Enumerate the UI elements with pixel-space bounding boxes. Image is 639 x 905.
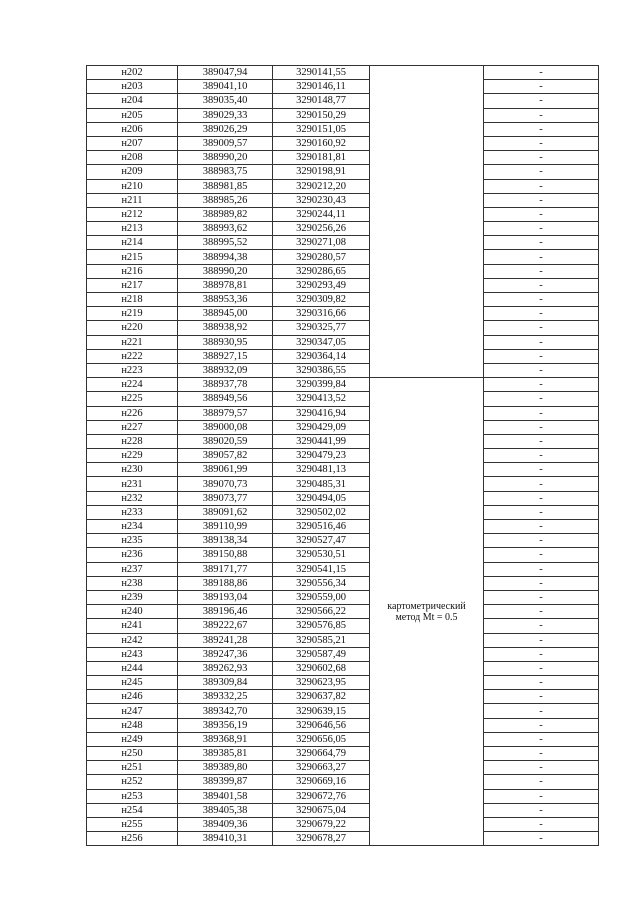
point-id-cell: н247 (87, 704, 178, 718)
y-coordinate-cell: 3290664,79 (273, 747, 370, 761)
y-coordinate-cell: 3290293,49 (273, 278, 370, 292)
table-row (87, 250, 599, 264)
error-cell: - (484, 491, 599, 505)
point-id-cell: н232 (87, 491, 178, 505)
error-cell: - (484, 236, 599, 250)
error-cell: - (484, 463, 599, 477)
y-coordinate-cell: 3290280,57 (273, 250, 370, 264)
point-id-cell: н241 (87, 619, 178, 633)
point-id-cell: н250 (87, 747, 178, 761)
y-coordinate-cell: 3290656,05 (273, 732, 370, 746)
point-id-cell: н225 (87, 392, 178, 406)
point-id-cell: н246 (87, 690, 178, 704)
error-cell: - (484, 747, 599, 761)
y-coordinate-cell: 3290416,94 (273, 406, 370, 420)
y-coordinate-cell: 3290556,34 (273, 576, 370, 590)
point-id-cell: н237 (87, 562, 178, 576)
x-coordinate-cell: 389029,33 (178, 108, 273, 122)
point-id-cell: н207 (87, 136, 178, 150)
table-row (87, 66, 599, 80)
error-cell: - (484, 222, 599, 236)
x-coordinate-cell: 389356,19 (178, 718, 273, 732)
x-coordinate-cell: 389073,77 (178, 491, 273, 505)
y-coordinate-cell: 3290541,15 (273, 562, 370, 576)
table-row (87, 633, 599, 647)
table-row (87, 605, 599, 619)
x-coordinate-cell: 388978,81 (178, 278, 273, 292)
table-row (87, 151, 599, 165)
table-row (87, 647, 599, 661)
y-coordinate-cell: 3290150,29 (273, 108, 370, 122)
y-coordinate-cell: 3290271,08 (273, 236, 370, 250)
table-row (87, 491, 599, 505)
error-cell: - (484, 420, 599, 434)
x-coordinate-cell: 388981,85 (178, 179, 273, 193)
x-coordinate-cell: 389342,70 (178, 704, 273, 718)
table-row (87, 817, 599, 831)
table-row (87, 704, 599, 718)
point-id-cell: н217 (87, 278, 178, 292)
table-row (87, 278, 599, 292)
table-row (87, 761, 599, 775)
point-id-cell: н256 (87, 832, 178, 846)
error-cell: - (484, 690, 599, 704)
x-coordinate-cell: 388938,92 (178, 321, 273, 335)
table-row (87, 165, 599, 179)
table-row (87, 732, 599, 746)
x-coordinate-cell: 389138,34 (178, 534, 273, 548)
point-id-cell: н214 (87, 236, 178, 250)
x-coordinate-cell: 389150,88 (178, 548, 273, 562)
point-id-cell: н227 (87, 420, 178, 434)
error-cell: - (484, 775, 599, 789)
error-cell: - (484, 122, 599, 136)
x-coordinate-cell: 388932,09 (178, 363, 273, 377)
table-row (87, 434, 599, 448)
error-cell: - (484, 590, 599, 604)
x-coordinate-cell: 388949,56 (178, 392, 273, 406)
x-coordinate-cell: 389057,82 (178, 449, 273, 463)
x-coordinate-cell: 389026,29 (178, 122, 273, 136)
table-row (87, 179, 599, 193)
point-id-cell: н236 (87, 548, 178, 562)
point-id-cell: н253 (87, 789, 178, 803)
error-cell: - (484, 505, 599, 519)
y-coordinate-cell: 3290347,05 (273, 335, 370, 349)
table-row (87, 222, 599, 236)
y-coordinate-cell: 3290309,82 (273, 293, 370, 307)
point-id-cell: н224 (87, 378, 178, 392)
x-coordinate-cell: 389332,25 (178, 690, 273, 704)
table-row (87, 349, 599, 363)
y-coordinate-cell: 3290663,27 (273, 761, 370, 775)
x-coordinate-cell: 389401,58 (178, 789, 273, 803)
point-id-cell: н212 (87, 207, 178, 221)
error-cell: - (484, 605, 599, 619)
x-coordinate-cell: 389262,93 (178, 661, 273, 675)
point-id-cell: н229 (87, 449, 178, 463)
x-coordinate-cell: 388989,82 (178, 207, 273, 221)
table-row (87, 747, 599, 761)
table-row (87, 463, 599, 477)
error-cell: - (484, 321, 599, 335)
y-coordinate-cell: 3290639,15 (273, 704, 370, 718)
y-coordinate-cell: 3290479,23 (273, 449, 370, 463)
y-coordinate-cell: 3290566,22 (273, 605, 370, 619)
x-coordinate-cell: 389309,84 (178, 676, 273, 690)
error-cell: - (484, 562, 599, 576)
y-coordinate-cell: 3290181,81 (273, 151, 370, 165)
table-row (87, 661, 599, 675)
method-accuracy: метод Mt = 0.5 (395, 611, 458, 623)
x-coordinate-cell: 388990,20 (178, 151, 273, 165)
x-coordinate-cell: 389110,99 (178, 520, 273, 534)
point-id-cell: н234 (87, 520, 178, 534)
error-cell: - (484, 477, 599, 491)
x-coordinate-cell: 389385,81 (178, 747, 273, 761)
y-coordinate-cell: 3290527,47 (273, 534, 370, 548)
x-coordinate-cell: 389070,73 (178, 477, 273, 491)
table-row (87, 477, 599, 491)
point-id-cell: н226 (87, 406, 178, 420)
error-cell: - (484, 363, 599, 377)
point-id-cell: н248 (87, 718, 178, 732)
y-coordinate-cell: 3290325,77 (273, 321, 370, 335)
x-coordinate-cell: 389047,94 (178, 66, 273, 80)
y-coordinate-cell: 3290429,09 (273, 420, 370, 434)
table-row (87, 789, 599, 803)
point-id-cell: н219 (87, 307, 178, 321)
point-id-cell: н230 (87, 463, 178, 477)
y-coordinate-cell: 3290198,91 (273, 165, 370, 179)
error-cell: - (484, 278, 599, 292)
x-coordinate-cell: 389241,28 (178, 633, 273, 647)
point-id-cell: н216 (87, 264, 178, 278)
point-id-cell: н205 (87, 108, 178, 122)
table-row (87, 534, 599, 548)
y-coordinate-cell: 3290286,65 (273, 264, 370, 278)
x-coordinate-cell: 388979,57 (178, 406, 273, 420)
error-cell: - (484, 633, 599, 647)
x-coordinate-cell: 388927,15 (178, 349, 273, 363)
coordinates-table-body (87, 66, 599, 846)
point-id-cell: н203 (87, 80, 178, 94)
point-id-cell: н245 (87, 676, 178, 690)
x-coordinate-cell: 389389,80 (178, 761, 273, 775)
error-cell: - (484, 619, 599, 633)
y-coordinate-cell: 3290516,46 (273, 520, 370, 534)
table-row (87, 449, 599, 463)
table-row (87, 775, 599, 789)
error-cell: - (484, 434, 599, 448)
x-coordinate-cell: 389061,99 (178, 463, 273, 477)
y-coordinate-cell: 3290646,56 (273, 718, 370, 732)
y-coordinate-cell: 3290141,55 (273, 66, 370, 80)
point-id-cell: н239 (87, 590, 178, 604)
table-row (87, 803, 599, 817)
table-row (87, 363, 599, 377)
error-cell: - (484, 661, 599, 675)
y-coordinate-cell: 3290587,49 (273, 647, 370, 661)
table-row (87, 520, 599, 534)
error-cell: - (484, 718, 599, 732)
point-id-cell: н206 (87, 122, 178, 136)
y-coordinate-cell: 3290230,43 (273, 193, 370, 207)
x-coordinate-cell: 389196,46 (178, 605, 273, 619)
point-id-cell: н222 (87, 349, 178, 363)
error-cell: - (484, 378, 599, 392)
error-cell: - (484, 576, 599, 590)
y-coordinate-cell: 3290244,11 (273, 207, 370, 221)
x-coordinate-cell: 388995,52 (178, 236, 273, 250)
error-cell: - (484, 165, 599, 179)
table-row (87, 718, 599, 732)
x-coordinate-cell: 389188,86 (178, 576, 273, 590)
error-cell: - (484, 293, 599, 307)
point-id-cell: н209 (87, 165, 178, 179)
x-coordinate-cell: 389171,77 (178, 562, 273, 576)
error-cell: - (484, 548, 599, 562)
x-coordinate-cell: 389409,36 (178, 817, 273, 831)
error-cell: - (484, 832, 599, 846)
error-cell: - (484, 207, 599, 221)
x-coordinate-cell: 389368,91 (178, 732, 273, 746)
x-coordinate-cell: 388990,20 (178, 264, 273, 278)
y-coordinate-cell: 3290675,04 (273, 803, 370, 817)
y-coordinate-cell: 3290364,14 (273, 349, 370, 363)
method-cell-empty (370, 66, 484, 378)
table-row (87, 321, 599, 335)
point-id-cell: н211 (87, 193, 178, 207)
point-id-cell: н240 (87, 605, 178, 619)
point-id-cell: н233 (87, 505, 178, 519)
x-coordinate-cell: 389020,59 (178, 434, 273, 448)
y-coordinate-cell: 3290160,92 (273, 136, 370, 150)
x-coordinate-cell: 389041,10 (178, 80, 273, 94)
y-coordinate-cell: 3290316,66 (273, 307, 370, 321)
y-coordinate-cell: 3290441,99 (273, 434, 370, 448)
table-row (87, 236, 599, 250)
table-row (87, 576, 599, 590)
error-cell: - (484, 676, 599, 690)
point-id-cell: н221 (87, 335, 178, 349)
table-row (87, 505, 599, 519)
table-row (87, 548, 599, 562)
point-id-cell: н254 (87, 803, 178, 817)
y-coordinate-cell: 3290148,77 (273, 94, 370, 108)
table-row (87, 80, 599, 94)
y-coordinate-cell: 3290602,68 (273, 661, 370, 675)
table-row (87, 94, 599, 108)
table-row (87, 108, 599, 122)
x-coordinate-cell: 389035,40 (178, 94, 273, 108)
error-cell: - (484, 250, 599, 264)
point-id-cell: н235 (87, 534, 178, 548)
error-cell: - (484, 732, 599, 746)
error-cell: - (484, 803, 599, 817)
point-id-cell: н238 (87, 576, 178, 590)
y-coordinate-cell: 3290678,27 (273, 832, 370, 846)
error-cell: - (484, 789, 599, 803)
point-id-cell: н208 (87, 151, 178, 165)
table-row (87, 420, 599, 434)
point-id-cell: н242 (87, 633, 178, 647)
table-row (87, 392, 599, 406)
table-row (87, 335, 599, 349)
error-cell: - (484, 406, 599, 420)
x-coordinate-cell: 388983,75 (178, 165, 273, 179)
x-coordinate-cell: 389399,87 (178, 775, 273, 789)
point-id-cell: н244 (87, 661, 178, 675)
x-coordinate-cell: 389193,04 (178, 590, 273, 604)
table-row (87, 676, 599, 690)
x-coordinate-cell: 388994,38 (178, 250, 273, 264)
table-row (87, 590, 599, 604)
x-coordinate-cell: 388945,00 (178, 307, 273, 321)
x-coordinate-cell: 388937,78 (178, 378, 273, 392)
x-coordinate-cell: 389247,36 (178, 647, 273, 661)
point-id-cell: н218 (87, 293, 178, 307)
x-coordinate-cell: 389410,31 (178, 832, 273, 846)
table-row (87, 193, 599, 207)
table-row (87, 264, 599, 278)
point-id-cell: н215 (87, 250, 178, 264)
error-cell: - (484, 108, 599, 122)
point-id-cell: н223 (87, 363, 178, 377)
point-id-cell: н204 (87, 94, 178, 108)
y-coordinate-cell: 3290585,21 (273, 633, 370, 647)
error-cell: - (484, 94, 599, 108)
point-id-cell: н249 (87, 732, 178, 746)
point-id-cell: н213 (87, 222, 178, 236)
x-coordinate-cell: 389405,38 (178, 803, 273, 817)
error-cell: - (484, 151, 599, 165)
error-cell: - (484, 449, 599, 463)
table-row (87, 619, 599, 633)
y-coordinate-cell: 3290256,26 (273, 222, 370, 236)
point-id-cell: н243 (87, 647, 178, 661)
table-row (87, 122, 599, 136)
y-coordinate-cell: 3290386,55 (273, 363, 370, 377)
y-coordinate-cell: 3290559,00 (273, 590, 370, 604)
y-coordinate-cell: 3290637,82 (273, 690, 370, 704)
point-id-cell: н228 (87, 434, 178, 448)
y-coordinate-cell: 3290146,11 (273, 80, 370, 94)
table-row (87, 207, 599, 221)
error-cell: - (484, 80, 599, 94)
y-coordinate-cell: 3290502,02 (273, 505, 370, 519)
point-id-cell: н202 (87, 66, 178, 80)
error-cell: - (484, 193, 599, 207)
x-coordinate-cell: 389009,57 (178, 136, 273, 150)
error-cell: - (484, 534, 599, 548)
table-row (87, 378, 599, 392)
y-coordinate-cell: 3290485,31 (273, 477, 370, 491)
table-row (87, 562, 599, 576)
y-coordinate-cell: 3290530,51 (273, 548, 370, 562)
y-coordinate-cell: 3290413,52 (273, 392, 370, 406)
error-cell: - (484, 704, 599, 718)
x-coordinate-cell: 388993,62 (178, 222, 273, 236)
table-row (87, 136, 599, 150)
error-cell: - (484, 392, 599, 406)
y-coordinate-cell: 3290623,95 (273, 676, 370, 690)
y-coordinate-cell: 3290151,05 (273, 122, 370, 136)
x-coordinate-cell: 389091,62 (178, 505, 273, 519)
x-coordinate-cell: 388930,95 (178, 335, 273, 349)
error-cell: - (484, 761, 599, 775)
error-cell: - (484, 136, 599, 150)
point-id-cell: н210 (87, 179, 178, 193)
error-cell: - (484, 335, 599, 349)
error-cell: - (484, 647, 599, 661)
x-coordinate-cell: 388953,36 (178, 293, 273, 307)
y-coordinate-cell: 3290399,84 (273, 378, 370, 392)
table-row (87, 293, 599, 307)
error-cell: - (484, 66, 599, 80)
method-name: картометрический (387, 600, 466, 612)
point-id-cell: н231 (87, 477, 178, 491)
y-coordinate-cell: 3290672,76 (273, 789, 370, 803)
error-cell: - (484, 179, 599, 193)
x-coordinate-cell: 389000,08 (178, 420, 273, 434)
table-row (87, 307, 599, 321)
table-row (87, 406, 599, 420)
method-cell (370, 378, 484, 846)
error-cell: - (484, 817, 599, 831)
error-cell: - (484, 520, 599, 534)
error-cell: - (484, 264, 599, 278)
y-coordinate-cell: 3290679,22 (273, 817, 370, 831)
y-coordinate-cell: 3290212,20 (273, 179, 370, 193)
coordinates-table (86, 65, 599, 846)
y-coordinate-cell: 3290481,13 (273, 463, 370, 477)
point-id-cell: н252 (87, 775, 178, 789)
y-coordinate-cell: 3290494,05 (273, 491, 370, 505)
point-id-cell: н255 (87, 817, 178, 831)
x-coordinate-cell: 389222,67 (178, 619, 273, 633)
y-coordinate-cell: 3290669,16 (273, 775, 370, 789)
error-cell: - (484, 307, 599, 321)
error-cell: - (484, 349, 599, 363)
point-id-cell: н220 (87, 321, 178, 335)
x-coordinate-cell: 388985,26 (178, 193, 273, 207)
y-coordinate-cell: 3290576,85 (273, 619, 370, 633)
table-row (87, 690, 599, 704)
table-row (87, 832, 599, 846)
point-id-cell: н251 (87, 761, 178, 775)
